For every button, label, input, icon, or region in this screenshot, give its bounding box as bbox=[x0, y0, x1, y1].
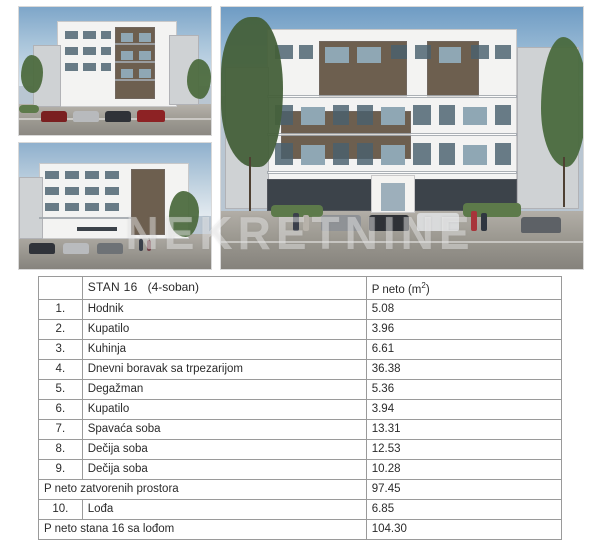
window bbox=[495, 143, 511, 165]
table-row bbox=[39, 359, 562, 379]
pedestrian bbox=[139, 239, 143, 251]
balcony-railing bbox=[267, 95, 517, 98]
window bbox=[413, 105, 431, 125]
room-area: 6.61 bbox=[366, 339, 561, 359]
window bbox=[65, 203, 79, 211]
room-name: Dnevni boravak sa trpezarijom bbox=[82, 359, 366, 379]
table-header-row bbox=[39, 277, 562, 300]
tree bbox=[187, 59, 211, 99]
window bbox=[83, 47, 96, 55]
area-label-text: P neto (m bbox=[371, 283, 422, 296]
table-row bbox=[39, 439, 562, 459]
window bbox=[65, 31, 78, 39]
table-row bbox=[39, 459, 562, 479]
balcony-glass bbox=[139, 51, 151, 60]
row-number: 8. bbox=[39, 439, 83, 459]
window bbox=[439, 143, 455, 165]
window bbox=[65, 187, 79, 195]
room-area: 6.85 bbox=[366, 499, 561, 519]
row-number: 10. bbox=[39, 499, 83, 519]
window bbox=[101, 31, 111, 39]
room-name: Kupatilo bbox=[82, 399, 366, 419]
pedestrian bbox=[293, 213, 299, 231]
window bbox=[45, 203, 59, 211]
balcony-glass bbox=[139, 33, 151, 42]
area-unit-exponent: 2 bbox=[421, 281, 426, 290]
window bbox=[391, 45, 407, 59]
room-name: Dečija soba bbox=[82, 459, 366, 479]
car bbox=[321, 215, 361, 231]
balcony-glass bbox=[439, 47, 461, 63]
tree bbox=[21, 55, 43, 93]
table-row bbox=[39, 339, 562, 359]
road-marking bbox=[221, 241, 583, 243]
subtotal-area: 97.45 bbox=[366, 479, 561, 499]
room-name: Hodnik bbox=[82, 299, 366, 319]
window bbox=[495, 105, 511, 125]
unit-title: STAN 16 bbox=[87, 280, 138, 295]
window bbox=[413, 143, 431, 165]
window bbox=[471, 45, 489, 59]
window bbox=[333, 105, 349, 125]
balcony-glass bbox=[121, 51, 133, 60]
header-spacer bbox=[39, 277, 83, 300]
table-row bbox=[39, 319, 562, 339]
room-area: 3.94 bbox=[366, 399, 561, 419]
window bbox=[85, 171, 99, 179]
exterior-render-corner-view bbox=[18, 142, 212, 270]
exterior-render-street-view bbox=[18, 6, 212, 136]
balcony-glass bbox=[121, 69, 133, 78]
car bbox=[369, 215, 409, 231]
pedestrian bbox=[147, 240, 151, 251]
table-row bbox=[39, 379, 562, 399]
unit-subtitle: (4-soban) bbox=[147, 280, 199, 295]
window bbox=[495, 45, 511, 59]
pedestrian bbox=[481, 213, 487, 231]
pedestrian bbox=[471, 211, 477, 231]
header-area-label bbox=[366, 277, 561, 300]
window bbox=[357, 105, 373, 125]
window bbox=[415, 45, 431, 59]
balcony-glass bbox=[381, 145, 405, 165]
window bbox=[45, 187, 59, 195]
row-number: 4. bbox=[39, 359, 83, 379]
room-name: Spavaća soba bbox=[82, 419, 366, 439]
total-area: 104.30 bbox=[366, 519, 561, 539]
balcony-railing bbox=[267, 171, 517, 174]
room-area: 3.96 bbox=[366, 319, 561, 339]
room-area: 12.53 bbox=[366, 439, 561, 459]
table-row bbox=[39, 419, 562, 439]
tree-trunk bbox=[563, 157, 565, 207]
car bbox=[29, 243, 55, 254]
window bbox=[105, 171, 119, 179]
watermark-text: NEKRETNINE bbox=[125, 207, 475, 259]
car bbox=[521, 217, 561, 233]
car bbox=[63, 243, 89, 254]
window bbox=[65, 63, 78, 71]
building-left-wing bbox=[19, 177, 43, 239]
room-name: Kuhinja bbox=[82, 339, 366, 359]
balcony-railing bbox=[115, 79, 155, 81]
table-total-row bbox=[39, 519, 562, 539]
room-area: 36.38 bbox=[366, 359, 561, 379]
room-name: Kupatilo bbox=[82, 319, 366, 339]
table-row bbox=[39, 299, 562, 319]
apartment-spec-table bbox=[38, 276, 562, 540]
window bbox=[45, 171, 59, 179]
car bbox=[97, 243, 123, 254]
area-label-close: ) bbox=[425, 283, 430, 296]
tree-large-left bbox=[221, 17, 283, 167]
room-area: 5.36 bbox=[366, 379, 561, 399]
table-row bbox=[39, 399, 562, 419]
balcony-glass bbox=[357, 47, 381, 63]
room-area: 10.28 bbox=[366, 459, 561, 479]
balcony-glass bbox=[381, 107, 405, 125]
row-number: 7. bbox=[39, 419, 83, 439]
room-area: 13.31 bbox=[366, 419, 561, 439]
building-dark-panel bbox=[131, 169, 165, 235]
hedge bbox=[19, 105, 39, 113]
window bbox=[105, 187, 119, 195]
table-subtotal-row bbox=[39, 479, 562, 499]
balcony-glass bbox=[301, 107, 325, 125]
balcony-railing bbox=[39, 217, 131, 219]
car bbox=[137, 110, 165, 122]
exterior-render-facade-main bbox=[220, 6, 584, 270]
window bbox=[83, 31, 96, 39]
balcony-railing bbox=[115, 43, 155, 45]
render-gallery bbox=[18, 6, 582, 268]
car bbox=[41, 111, 67, 122]
window bbox=[65, 171, 79, 179]
balcony-railing bbox=[115, 61, 155, 63]
car bbox=[105, 111, 131, 122]
balcony-glass bbox=[463, 145, 487, 165]
subtotal-label: P neto zatvorenih prostora bbox=[39, 479, 367, 499]
room-area: 5.08 bbox=[366, 299, 561, 319]
row-number: 1. bbox=[39, 299, 83, 319]
tree-large-right bbox=[541, 37, 584, 167]
row-number: 6. bbox=[39, 399, 83, 419]
window bbox=[299, 45, 313, 59]
window bbox=[439, 105, 455, 125]
balcony-glass bbox=[463, 107, 487, 125]
row-number: 3. bbox=[39, 339, 83, 359]
pedestrian bbox=[303, 215, 309, 231]
entrance-canopy bbox=[77, 227, 117, 231]
window bbox=[65, 47, 78, 55]
room-name: Lođa bbox=[82, 499, 366, 519]
header-unit-title bbox=[82, 277, 366, 300]
total-label: P neto stana 16 sa lođom bbox=[39, 519, 367, 539]
tree bbox=[169, 191, 199, 237]
balcony-glass bbox=[139, 69, 151, 78]
balcony-glass bbox=[121, 33, 133, 42]
window bbox=[83, 63, 96, 71]
window bbox=[85, 203, 99, 211]
room-name: Degažman bbox=[82, 379, 366, 399]
balcony-glass bbox=[301, 145, 325, 165]
window bbox=[333, 143, 349, 165]
balcony-railing bbox=[267, 133, 517, 136]
window bbox=[101, 63, 111, 71]
tree-trunk bbox=[249, 157, 251, 211]
row-number: 2. bbox=[39, 319, 83, 339]
car bbox=[417, 213, 459, 231]
window bbox=[275, 143, 293, 165]
window bbox=[101, 47, 111, 55]
balcony-glass bbox=[325, 47, 349, 63]
window bbox=[85, 187, 99, 195]
row-number: 5. bbox=[39, 379, 83, 399]
car bbox=[73, 111, 99, 122]
row-number: 9. bbox=[39, 459, 83, 479]
window bbox=[357, 143, 373, 165]
table-row bbox=[39, 499, 562, 519]
room-name: Dečija soba bbox=[82, 439, 366, 459]
entrance-door bbox=[381, 183, 405, 211]
window bbox=[105, 203, 119, 211]
